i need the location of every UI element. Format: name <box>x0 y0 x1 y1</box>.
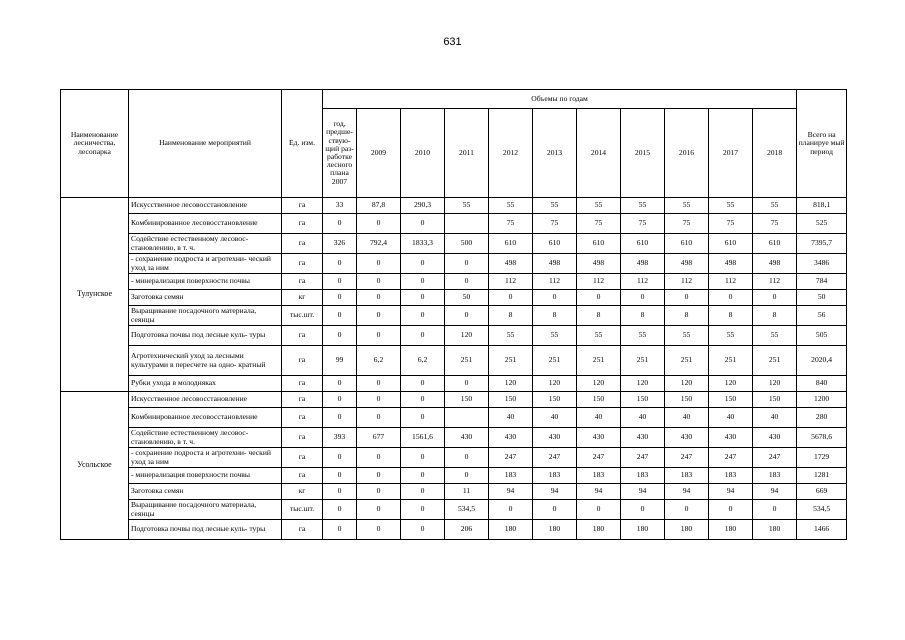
value-cell: 0 <box>533 500 577 520</box>
value-cell: 94 <box>577 484 621 500</box>
value-cell: 40 <box>709 408 753 428</box>
value-cell: 183 <box>533 468 577 484</box>
value-cell: 0 <box>401 448 445 468</box>
total-cell: 1729 <box>797 448 847 468</box>
value-cell: 498 <box>533 254 577 274</box>
value-cell: 94 <box>489 484 533 500</box>
unit-cell: га <box>282 198 323 214</box>
value-cell: 183 <box>665 468 709 484</box>
value-cell: 112 <box>665 274 709 290</box>
value-cell: 55 <box>621 198 665 214</box>
value-cell: 0 <box>445 306 489 326</box>
value-cell: 8 <box>621 306 665 326</box>
table-row <box>61 392 847 408</box>
activity-name: Выращивание посадочного материала, сеянцы <box>129 306 282 326</box>
value-cell: 0 <box>401 500 445 520</box>
value-cell: 112 <box>533 274 577 290</box>
value-cell: 0 <box>753 290 797 306</box>
total-cell: 505 <box>797 326 847 346</box>
table-row <box>61 274 847 290</box>
table-row <box>61 408 847 428</box>
value-cell: 0 <box>401 484 445 500</box>
value-cell: 120 <box>753 376 797 392</box>
header-forestry: Наименование лесничества, лесопарка <box>61 90 129 198</box>
unit-cell: га <box>282 392 323 408</box>
value-cell: 0 <box>323 448 357 468</box>
header-year: 2011 <box>445 109 489 198</box>
value-cell: 8 <box>665 306 709 326</box>
total-cell: 818,1 <box>797 198 847 214</box>
value-cell: 94 <box>621 484 665 500</box>
unit-cell: га <box>282 346 323 376</box>
value-cell: 247 <box>533 448 577 468</box>
value-cell: 0 <box>323 306 357 326</box>
value-cell: 180 <box>665 520 709 540</box>
value-cell: 94 <box>665 484 709 500</box>
forestry-name: Тулунское <box>61 198 129 392</box>
value-cell: 55 <box>665 198 709 214</box>
value-cell <box>445 214 489 234</box>
value-cell: 0 <box>357 484 401 500</box>
value-cell: 112 <box>489 274 533 290</box>
value-cell: 120 <box>577 376 621 392</box>
table-row <box>61 326 847 346</box>
total-cell: 50 <box>797 290 847 306</box>
value-cell: 0 <box>533 290 577 306</box>
total-cell: 56 <box>797 306 847 326</box>
value-cell: 55 <box>577 326 621 346</box>
value-cell: 251 <box>533 346 577 376</box>
activity-name: Искусственное лесовосстановление <box>129 392 282 408</box>
value-cell: 120 <box>533 376 577 392</box>
value-cell: 247 <box>665 448 709 468</box>
value-cell: 99 <box>323 346 357 376</box>
value-cell: 0 <box>489 500 533 520</box>
value-cell: 150 <box>709 392 753 408</box>
activity-name: - сохранение подроста и агротехни- ческий уход за ним <box>129 448 282 468</box>
value-cell: 247 <box>709 448 753 468</box>
activity-name: Комбинированное лесовосстановление <box>129 408 282 428</box>
value-cell: 8 <box>489 306 533 326</box>
value-cell: 180 <box>489 520 533 540</box>
value-cell: 610 <box>489 234 533 254</box>
value-cell: 150 <box>665 392 709 408</box>
value-cell: 430 <box>709 428 753 448</box>
value-cell: 0 <box>323 408 357 428</box>
value-cell: 11 <box>445 484 489 500</box>
value-cell: 75 <box>577 214 621 234</box>
header-unit: Ед. изм. <box>282 90 323 198</box>
value-cell: 8 <box>533 306 577 326</box>
header-total: Всего на планируе мый период <box>797 90 847 198</box>
value-cell: 1561,6 <box>401 428 445 448</box>
value-cell: 55 <box>709 198 753 214</box>
value-cell <box>445 408 489 428</box>
value-cell: 40 <box>577 408 621 428</box>
value-cell: 55 <box>665 326 709 346</box>
value-cell: 55 <box>753 198 797 214</box>
value-cell: 247 <box>489 448 533 468</box>
value-cell: 75 <box>533 214 577 234</box>
value-cell: 0 <box>401 408 445 428</box>
value-cell: 500 <box>445 234 489 254</box>
value-cell: 120 <box>621 376 665 392</box>
value-cell: 206 <box>445 520 489 540</box>
header-year: 2014 <box>577 109 621 198</box>
activity-name: Заготовка семян <box>129 290 282 306</box>
value-cell: 87,8 <box>357 198 401 214</box>
value-cell: 677 <box>357 428 401 448</box>
header-year: 2010 <box>401 109 445 198</box>
total-cell: 2020,4 <box>797 346 847 376</box>
value-cell: 112 <box>621 274 665 290</box>
total-cell: 1200 <box>797 392 847 408</box>
unit-cell: га <box>282 234 323 254</box>
value-cell: 0 <box>357 274 401 290</box>
value-cell: 0 <box>401 392 445 408</box>
value-cell: 55 <box>753 326 797 346</box>
value-cell: 0 <box>357 214 401 234</box>
value-cell: 150 <box>621 392 665 408</box>
value-cell: 247 <box>753 448 797 468</box>
value-cell: 50 <box>445 290 489 306</box>
value-cell: 120 <box>709 376 753 392</box>
value-cell: 55 <box>577 198 621 214</box>
value-cell: 94 <box>753 484 797 500</box>
value-cell: 33 <box>323 198 357 214</box>
value-cell: 0 <box>709 290 753 306</box>
value-cell: 94 <box>709 484 753 500</box>
table-row <box>61 198 847 214</box>
activity-name: Содействие естественному лесовос- становлению, в т. ч. <box>129 234 282 254</box>
unit-cell: га <box>282 428 323 448</box>
table-row <box>61 428 847 448</box>
value-cell: 112 <box>709 274 753 290</box>
unit-cell: га <box>282 326 323 346</box>
value-cell: 0 <box>621 500 665 520</box>
total-cell: 1466 <box>797 520 847 540</box>
table-header <box>61 90 847 198</box>
value-cell: 251 <box>489 346 533 376</box>
value-cell: 0 <box>323 254 357 274</box>
unit-cell: кг <box>282 290 323 306</box>
value-cell: 0 <box>577 500 621 520</box>
value-cell: 0 <box>665 500 709 520</box>
activity-name: Выращивание посадочного материала, сеянцы <box>129 500 282 520</box>
value-cell: 0 <box>577 290 621 306</box>
activity-name: Подготовка почвы под лесные куль- туры <box>129 520 282 540</box>
unit-cell: га <box>282 448 323 468</box>
value-cell: 430 <box>621 428 665 448</box>
value-cell: 40 <box>621 408 665 428</box>
value-cell: 150 <box>489 392 533 408</box>
value-cell: 498 <box>489 254 533 274</box>
value-cell: 8 <box>753 306 797 326</box>
value-cell: 120 <box>445 326 489 346</box>
value-cell: 0 <box>357 326 401 346</box>
value-cell: 40 <box>489 408 533 428</box>
value-cell: 610 <box>577 234 621 254</box>
value-cell: 792,4 <box>357 234 401 254</box>
header-year: 2015 <box>621 109 665 198</box>
total-cell: 280 <box>797 408 847 428</box>
value-cell: 6,2 <box>401 346 445 376</box>
unit-cell: га <box>282 408 323 428</box>
table-row <box>61 500 847 520</box>
value-cell: 0 <box>323 520 357 540</box>
value-cell: 247 <box>621 448 665 468</box>
value-cell: 498 <box>709 254 753 274</box>
table-row <box>61 448 847 468</box>
value-cell: 393 <box>323 428 357 448</box>
table-row <box>61 234 847 254</box>
value-cell: 55 <box>489 198 533 214</box>
value-cell: 430 <box>665 428 709 448</box>
value-cell: 183 <box>489 468 533 484</box>
value-cell: 0 <box>323 500 357 520</box>
value-cell: 0 <box>401 290 445 306</box>
unit-cell: га <box>282 468 323 484</box>
total-cell: 669 <box>797 484 847 500</box>
value-cell: 183 <box>753 468 797 484</box>
activity-name: Заготовка семян <box>129 484 282 500</box>
value-cell: 180 <box>621 520 665 540</box>
value-cell: 0 <box>401 254 445 274</box>
value-cell: 55 <box>533 326 577 346</box>
value-cell: 0 <box>709 500 753 520</box>
value-cell: 0 <box>357 500 401 520</box>
header-prev-year: год, предше- ствую- щий раз- работке лесного плана 2007 <box>323 109 357 198</box>
value-cell: 112 <box>753 274 797 290</box>
value-cell: 0 <box>323 326 357 346</box>
value-cell: 0 <box>401 274 445 290</box>
value-cell: 0 <box>401 376 445 392</box>
value-cell: 0 <box>401 520 445 540</box>
unit-cell: тыс.шт. <box>282 306 323 326</box>
forestry-name: Усольское <box>61 392 129 540</box>
value-cell: 150 <box>445 392 489 408</box>
value-cell: 0 <box>323 468 357 484</box>
value-cell: 55 <box>621 326 665 346</box>
unit-cell: га <box>282 274 323 290</box>
value-cell: 0 <box>357 290 401 306</box>
header-year: 2017 <box>709 109 753 198</box>
value-cell: 0 <box>401 468 445 484</box>
value-cell: 183 <box>621 468 665 484</box>
value-cell: 430 <box>533 428 577 448</box>
total-cell: 534,5 <box>797 500 847 520</box>
value-cell: 0 <box>357 520 401 540</box>
value-cell: 0 <box>323 376 357 392</box>
activity-name: Комбинированное лесовосстановление <box>129 214 282 234</box>
table-row <box>61 376 847 392</box>
total-cell: 7395,7 <box>797 234 847 254</box>
value-cell: 610 <box>753 234 797 254</box>
value-cell: 0 <box>323 214 357 234</box>
value-cell: 498 <box>577 254 621 274</box>
table-row <box>61 520 847 540</box>
value-cell: 498 <box>621 254 665 274</box>
value-cell: 251 <box>621 346 665 376</box>
value-cell: 0 <box>401 214 445 234</box>
header-year: 2016 <box>665 109 709 198</box>
value-cell: 0 <box>665 290 709 306</box>
activity-name: - сохранение подроста и агротехни- ческий уход за ним <box>129 254 282 274</box>
value-cell: 0 <box>489 290 533 306</box>
table-row <box>61 484 847 500</box>
value-cell: 55 <box>533 198 577 214</box>
value-cell: 55 <box>445 198 489 214</box>
value-cell: 610 <box>621 234 665 254</box>
table-row <box>61 254 847 274</box>
value-cell: 120 <box>489 376 533 392</box>
header-year: 2012 <box>489 109 533 198</box>
value-cell: 610 <box>709 234 753 254</box>
value-cell: 251 <box>445 346 489 376</box>
value-cell: 326 <box>323 234 357 254</box>
value-cell: 247 <box>577 448 621 468</box>
value-cell: 8 <box>577 306 621 326</box>
unit-cell: га <box>282 214 323 234</box>
table-row <box>61 290 847 306</box>
value-cell: 40 <box>665 408 709 428</box>
value-cell: 120 <box>665 376 709 392</box>
value-cell: 251 <box>665 346 709 376</box>
value-cell: 0 <box>323 290 357 306</box>
activity-name: Искусственное лесовосстановление <box>129 198 282 214</box>
value-cell: 0 <box>357 408 401 428</box>
total-cell: 525 <box>797 214 847 234</box>
value-cell: 150 <box>533 392 577 408</box>
header-year: 2018 <box>753 109 797 198</box>
value-cell: 0 <box>357 448 401 468</box>
value-cell: 180 <box>753 520 797 540</box>
activity-name: - минерализация поверхности почвы <box>129 274 282 290</box>
value-cell: 0 <box>357 392 401 408</box>
page-number: 631 <box>443 36 462 48</box>
header-activity: Наименование мероприятий <box>129 90 282 198</box>
activity-name: Агротехнический уход за лесными культурами в пересчете на одно- кратный <box>129 346 282 376</box>
value-cell: 55 <box>709 326 753 346</box>
value-cell: 610 <box>665 234 709 254</box>
unit-cell: тыс.шт. <box>282 500 323 520</box>
value-cell: 534,5 <box>445 500 489 520</box>
value-cell: 251 <box>709 346 753 376</box>
value-cell: 251 <box>577 346 621 376</box>
unit-cell: га <box>282 376 323 392</box>
value-cell: 0 <box>621 290 665 306</box>
value-cell: 0 <box>323 392 357 408</box>
value-cell: 150 <box>753 392 797 408</box>
header-year: 2009 <box>357 109 401 198</box>
value-cell: 430 <box>753 428 797 448</box>
value-cell: 430 <box>489 428 533 448</box>
table-row <box>61 214 847 234</box>
unit-cell: га <box>282 520 323 540</box>
value-cell: 0 <box>401 306 445 326</box>
activity-name: - минерализация поверхности почвы <box>129 468 282 484</box>
total-cell: 840 <box>797 376 847 392</box>
value-cell: 0 <box>357 306 401 326</box>
value-cell: 0 <box>401 326 445 346</box>
unit-cell: га <box>282 254 323 274</box>
value-cell: 1833,3 <box>401 234 445 254</box>
total-cell: 784 <box>797 274 847 290</box>
table-row <box>61 468 847 484</box>
activity-name: Подготовка почвы под лесные куль- туры <box>129 326 282 346</box>
table-row <box>61 346 847 376</box>
header-year: 2013 <box>533 109 577 198</box>
value-cell: 40 <box>533 408 577 428</box>
value-cell: 0 <box>445 376 489 392</box>
activity-name: Содействие естественному лесовос- становлению, в т. ч. <box>129 428 282 448</box>
value-cell: 40 <box>753 408 797 428</box>
value-cell: 0 <box>445 274 489 290</box>
value-cell: 0 <box>357 468 401 484</box>
table-body <box>61 198 847 540</box>
value-cell: 75 <box>621 214 665 234</box>
header-volumes-by-year: Объемы по годам <box>323 90 797 109</box>
value-cell: 430 <box>445 428 489 448</box>
value-cell: 498 <box>753 254 797 274</box>
value-cell: 251 <box>753 346 797 376</box>
value-cell: 498 <box>665 254 709 274</box>
value-cell: 0 <box>357 254 401 274</box>
value-cell: 183 <box>577 468 621 484</box>
value-cell: 112 <box>577 274 621 290</box>
value-cell: 290,3 <box>401 198 445 214</box>
value-cell: 0 <box>445 254 489 274</box>
value-cell: 75 <box>665 214 709 234</box>
total-cell: 3486 <box>797 254 847 274</box>
value-cell: 75 <box>709 214 753 234</box>
value-cell: 0 <box>357 376 401 392</box>
value-cell: 430 <box>577 428 621 448</box>
value-cell: 0 <box>445 468 489 484</box>
value-cell: 8 <box>709 306 753 326</box>
activity-name: Рубки ухода в молодняках <box>129 376 282 392</box>
value-cell: 75 <box>753 214 797 234</box>
value-cell: 180 <box>577 520 621 540</box>
value-cell: 0 <box>323 274 357 290</box>
value-cell: 183 <box>709 468 753 484</box>
value-cell: 0 <box>753 500 797 520</box>
value-cell: 75 <box>489 214 533 234</box>
value-cell: 180 <box>709 520 753 540</box>
value-cell: 610 <box>533 234 577 254</box>
value-cell: 6,2 <box>357 346 401 376</box>
value-cell: 0 <box>323 484 357 500</box>
table-row <box>61 306 847 326</box>
total-cell: 5678,6 <box>797 428 847 448</box>
unit-cell: кг <box>282 484 323 500</box>
total-cell: 1281 <box>797 468 847 484</box>
value-cell: 180 <box>533 520 577 540</box>
value-cell: 150 <box>577 392 621 408</box>
value-cell: 94 <box>533 484 577 500</box>
value-cell: 0 <box>445 448 489 468</box>
value-cell: 55 <box>489 326 533 346</box>
activities-table <box>60 89 847 540</box>
